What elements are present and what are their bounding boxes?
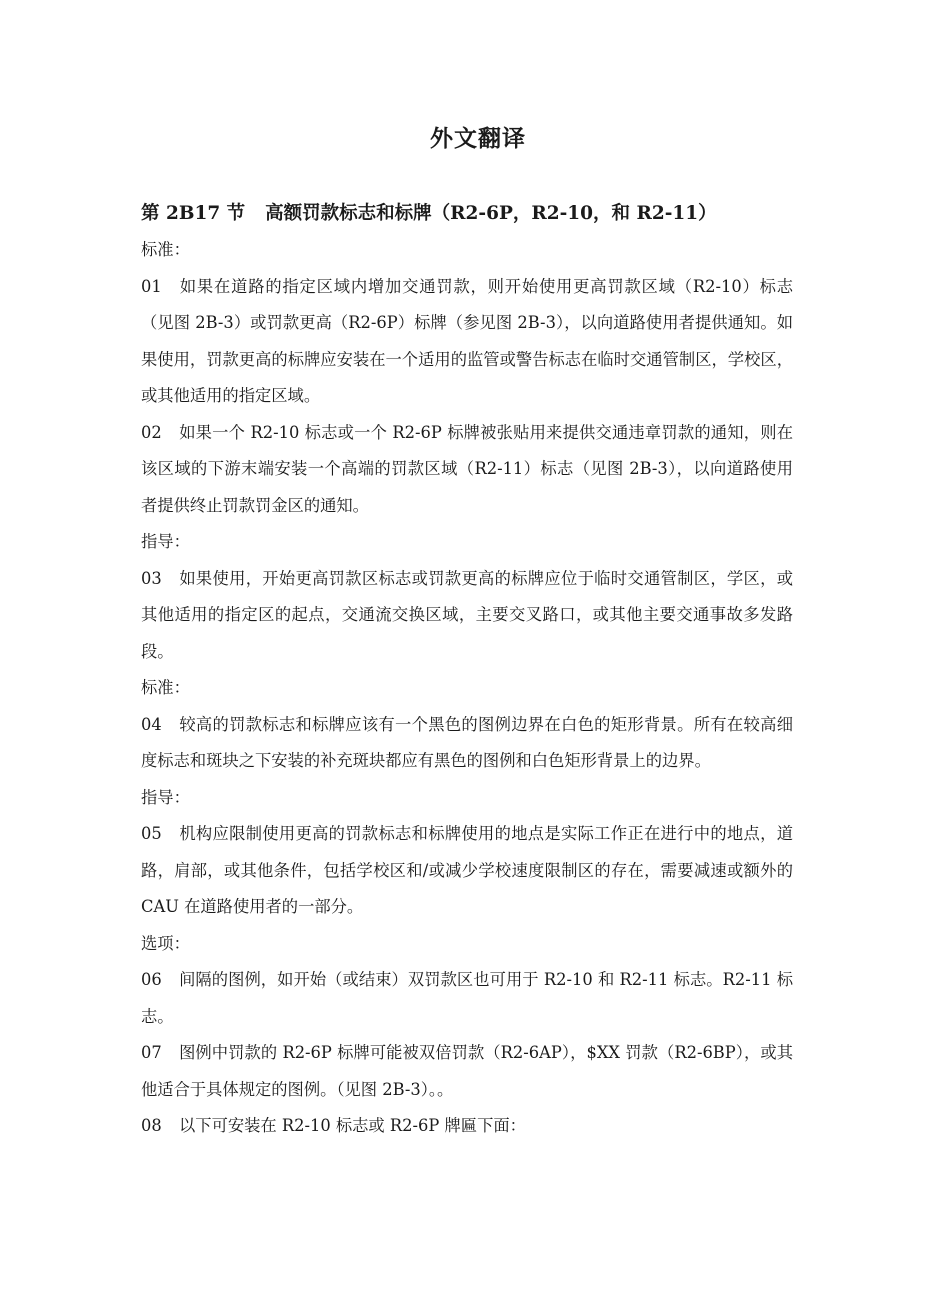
label-standard: 标准： — [141, 240, 190, 259]
paragraph-03 — [141, 561, 793, 671]
paragraph-number: 07 — [141, 1043, 162, 1062]
paragraph-number: 02 — [141, 422, 162, 442]
body-text — [141, 232, 793, 1145]
label-option: 选项： — [141, 933, 190, 953]
paragraph-number: 08 — [141, 1116, 162, 1135]
label-guidance: 指导： — [141, 787, 190, 807]
paragraph-text: 如果使用，开始更高罚款区标志或罚款更高的标牌应位于临时交通管制区，学区，或其他适用的指定区的起点，交通流交换区域，主要交叉路口，或其他主要交通事故多发路段。 — [141, 568, 793, 661]
paragraph-08 — [141, 1108, 793, 1145]
paragraph-05 — [141, 816, 793, 926]
paragraph-07 — [141, 1035, 793, 1108]
section-number: 第 2B17 节 — [141, 203, 246, 224]
paragraph-06 — [141, 962, 793, 1035]
section-heading — [141, 199, 717, 225]
paragraph-number: 03 — [141, 568, 162, 588]
section-title: 高额罚款标志和标牌（R2-6P，R2-10，和 R2-11） — [265, 203, 717, 224]
paragraph-number: 06 — [141, 970, 162, 989]
paragraph-04 — [141, 707, 793, 780]
paragraph-text: 如果一个 R2-10 标志或一个 R2-6P 标牌被张贴用来提供交通违章罚款的通知，则在该区域的下游末端安装一个高端的罚款区域（R2-11）标志（见图 2B-3），以向道路使用者提供终止罚款罚金区的通知。 — [141, 422, 793, 515]
label-standard: 标准： — [141, 678, 190, 697]
paragraph-number: 01 — [141, 276, 162, 296]
paragraph-01 — [141, 269, 793, 415]
paragraph-text: 以下可安装在 R2-10 标志或 R2-6P 牌匾下面： — [179, 1116, 526, 1135]
paragraph-text: 间隔的图例，如开始（或结束）双罚款区也可用于 R2-10 和 R2-11 标志。R2-11 标志。 — [141, 970, 793, 1026]
paragraph-number: 05 — [141, 824, 162, 843]
paragraph-text: 图例中罚款的 R2-6P 标牌可能被双倍罚款（R2-6AP），$XX 罚款（R2-6BP），或其他适合于具体规定的图例。（见图 2B-3）。。 — [141, 1043, 793, 1099]
document-title: 外文翻译 — [430, 125, 526, 152]
paragraph-02 — [141, 415, 793, 525]
paragraph-text: 较高的罚款标志和标牌应该有一个黑色的图例边界在白色的矩形背景。所有在较高细度标志和斑块之下安装的补充斑块都应有黑色的图例和白色矩形背景上的边界。 — [141, 714, 793, 770]
paragraph-text: 如果在道路的指定区域内增加交通罚款，则开始使用更高罚款区域（R2-10）标志（见图 2B-3）或罚款更高（R2-6P）标牌（参见图 2B-3），以向道路使用者提供通知。如果使用，罚款更高的标牌应安装在一个适用的监管或警告标志在临时交通管制区，学校区，或其他适用的指定区域。 — [141, 276, 793, 405]
paragraph-number: 04 — [141, 714, 162, 734]
label-guidance: 指导： — [141, 532, 190, 551]
paragraph-text: 机构应限制使用更高的罚款标志和标牌使用的地点是实际工作正在进行中的地点，道路，肩部，或其他条件，包括学校区和/或减少学校速度限制区的存在，需要减速或额外的 CAU 在道路使用者的一部分。 — [141, 824, 793, 916]
